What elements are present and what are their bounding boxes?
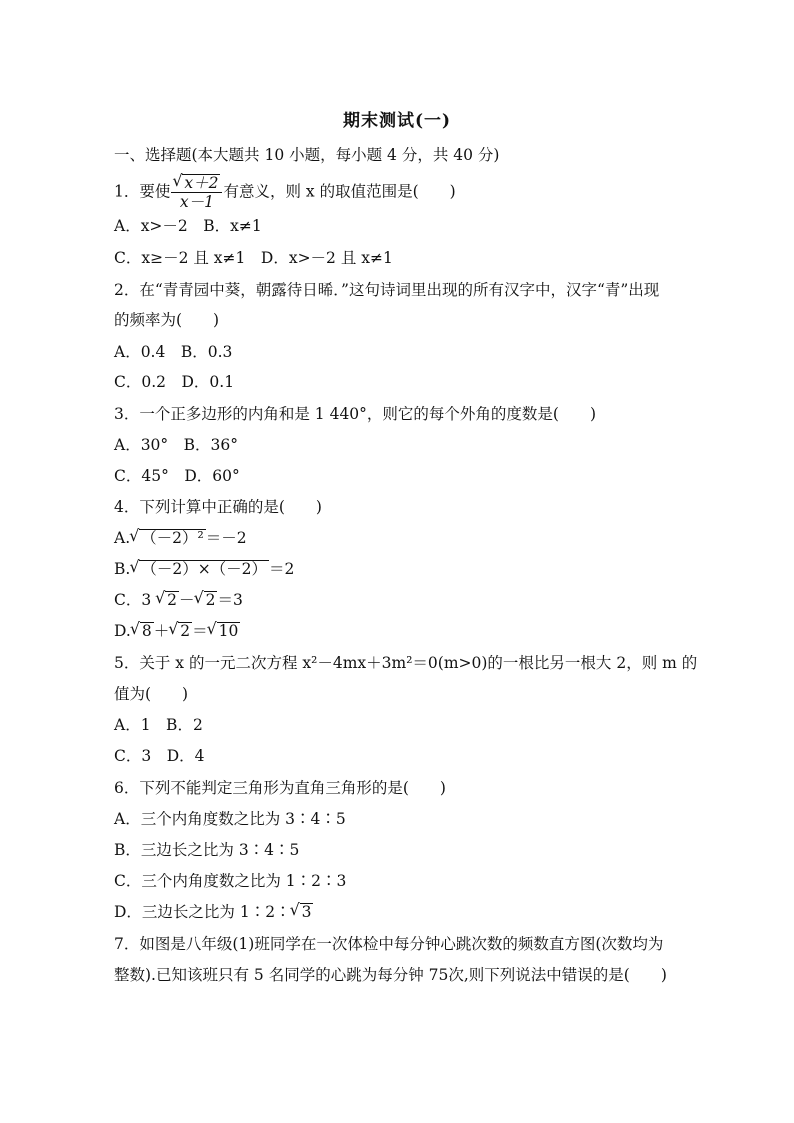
q4-option-a-label: A. — [114, 529, 131, 547]
q1-options-cd: C．x≥－2 且 x≠1 D．x>－2 且 x≠1 — [114, 249, 393, 267]
q6-option-d-text: D．三边长之比为 1∶2∶ — [114, 903, 291, 921]
q5-options-cd: C．3 D．4 — [114, 747, 205, 765]
q4-option-b — [114, 559, 294, 579]
q4-option-d — [114, 621, 240, 641]
question-2-line-2: 的频率为( ) — [114, 311, 220, 329]
q4-option-d-equals: ＝ — [192, 622, 208, 640]
q4-option-c-radicand-1: 2 — [167, 591, 178, 609]
section-heading: 一、选择题(本大题共 10 小题，每小题 4 分，共 40 分) — [114, 146, 500, 164]
q6-option-d — [114, 902, 313, 922]
q4-option-c-radicand-2: 2 — [205, 591, 216, 609]
q4-option-a-radicand: （－2）² — [141, 529, 204, 547]
q1-suffix: 有意义，则 x 的取值范围是( ) — [223, 182, 456, 201]
q4-option-c-operator: － — [179, 591, 195, 609]
q4-option-c-label: C．3 — [114, 591, 152, 609]
q2-options-cd: C．0.2 D．0.1 — [114, 373, 235, 391]
q1-fraction-denominator: x－1 — [179, 193, 214, 211]
q2-options-ab: A．0.4 B．0.3 — [114, 343, 233, 361]
q6-option-c: C．三个内角度数之比为 1∶2∶3 — [114, 872, 347, 890]
q1-prefix: 1．要使 — [114, 182, 171, 201]
q1-options-ab: A．x>－2 B．x≠1 — [114, 217, 262, 235]
q4-option-a — [114, 528, 247, 548]
q4-option-a-result: ＝－2 — [205, 529, 247, 547]
q3-options-ab: A．30° B．36° — [114, 436, 239, 454]
question-4: 4．下列计算中正确的是( ) — [114, 498, 322, 516]
q4-option-d-radicand-3: 10 — [218, 622, 239, 640]
question-7-line-2: 整数).已知该班只有 5 名同学的心跳为每分钟 75次,则下列说法中错误的是( ) — [114, 966, 667, 984]
q4-option-d-label: D. — [114, 622, 131, 640]
question-5-line-2: 值为( ) — [114, 685, 189, 703]
question-7-line-1: 7．如图是八年级(1)班同学在一次体检中每分钟心跳次数的频数直方图(次数均为 — [114, 935, 664, 953]
q6-option-a: A．三个内角度数之比为 3∶4∶5 — [114, 810, 346, 828]
q1-fraction — [171, 174, 222, 211]
question-2-line-1: 2．在“青青园中葵，朝露待日晞．”这句诗词里出现的所有汉字中，汉字“青”出现 — [114, 281, 660, 299]
question-6: 6．下列不能判定三角形为直角三角形的是( ) — [114, 779, 446, 797]
page-title: 期末测试(一) — [342, 111, 452, 131]
q6-option-b: B．三边长之比为 3∶4∶5 — [114, 841, 300, 859]
q3-options-cd: C．45° D．60° — [114, 467, 240, 485]
q4-option-d-radicand-1: 8 — [141, 622, 152, 640]
q4-option-b-result: ＝2 — [269, 560, 295, 578]
question-5-line-1: 5．关于 x 的一元二次方程 x²－4mx＋3m²＝0(m>0)的一根比另一根大 2，则 m 的 — [114, 654, 698, 672]
question-3: 3．一个正多边形的内角和是 1 440°，则它的每个外角的度数是( ) — [114, 405, 597, 423]
q4-option-c — [114, 590, 243, 610]
q6-option-d-radicand: 3 — [301, 903, 312, 921]
q1-fraction-numerator: x＋2 — [184, 174, 219, 192]
question-1 — [114, 174, 456, 211]
q4-option-b-radicand: （－2）×（－2） — [141, 560, 268, 578]
q5-options-ab: A．1 B．2 — [114, 716, 203, 734]
q4-option-d-radicand-2: 2 — [180, 622, 191, 640]
q4-option-d-operator: ＋ — [153, 622, 170, 640]
q4-option-c-result: ＝3 — [217, 591, 243, 609]
q4-option-b-label: B. — [114, 560, 131, 578]
